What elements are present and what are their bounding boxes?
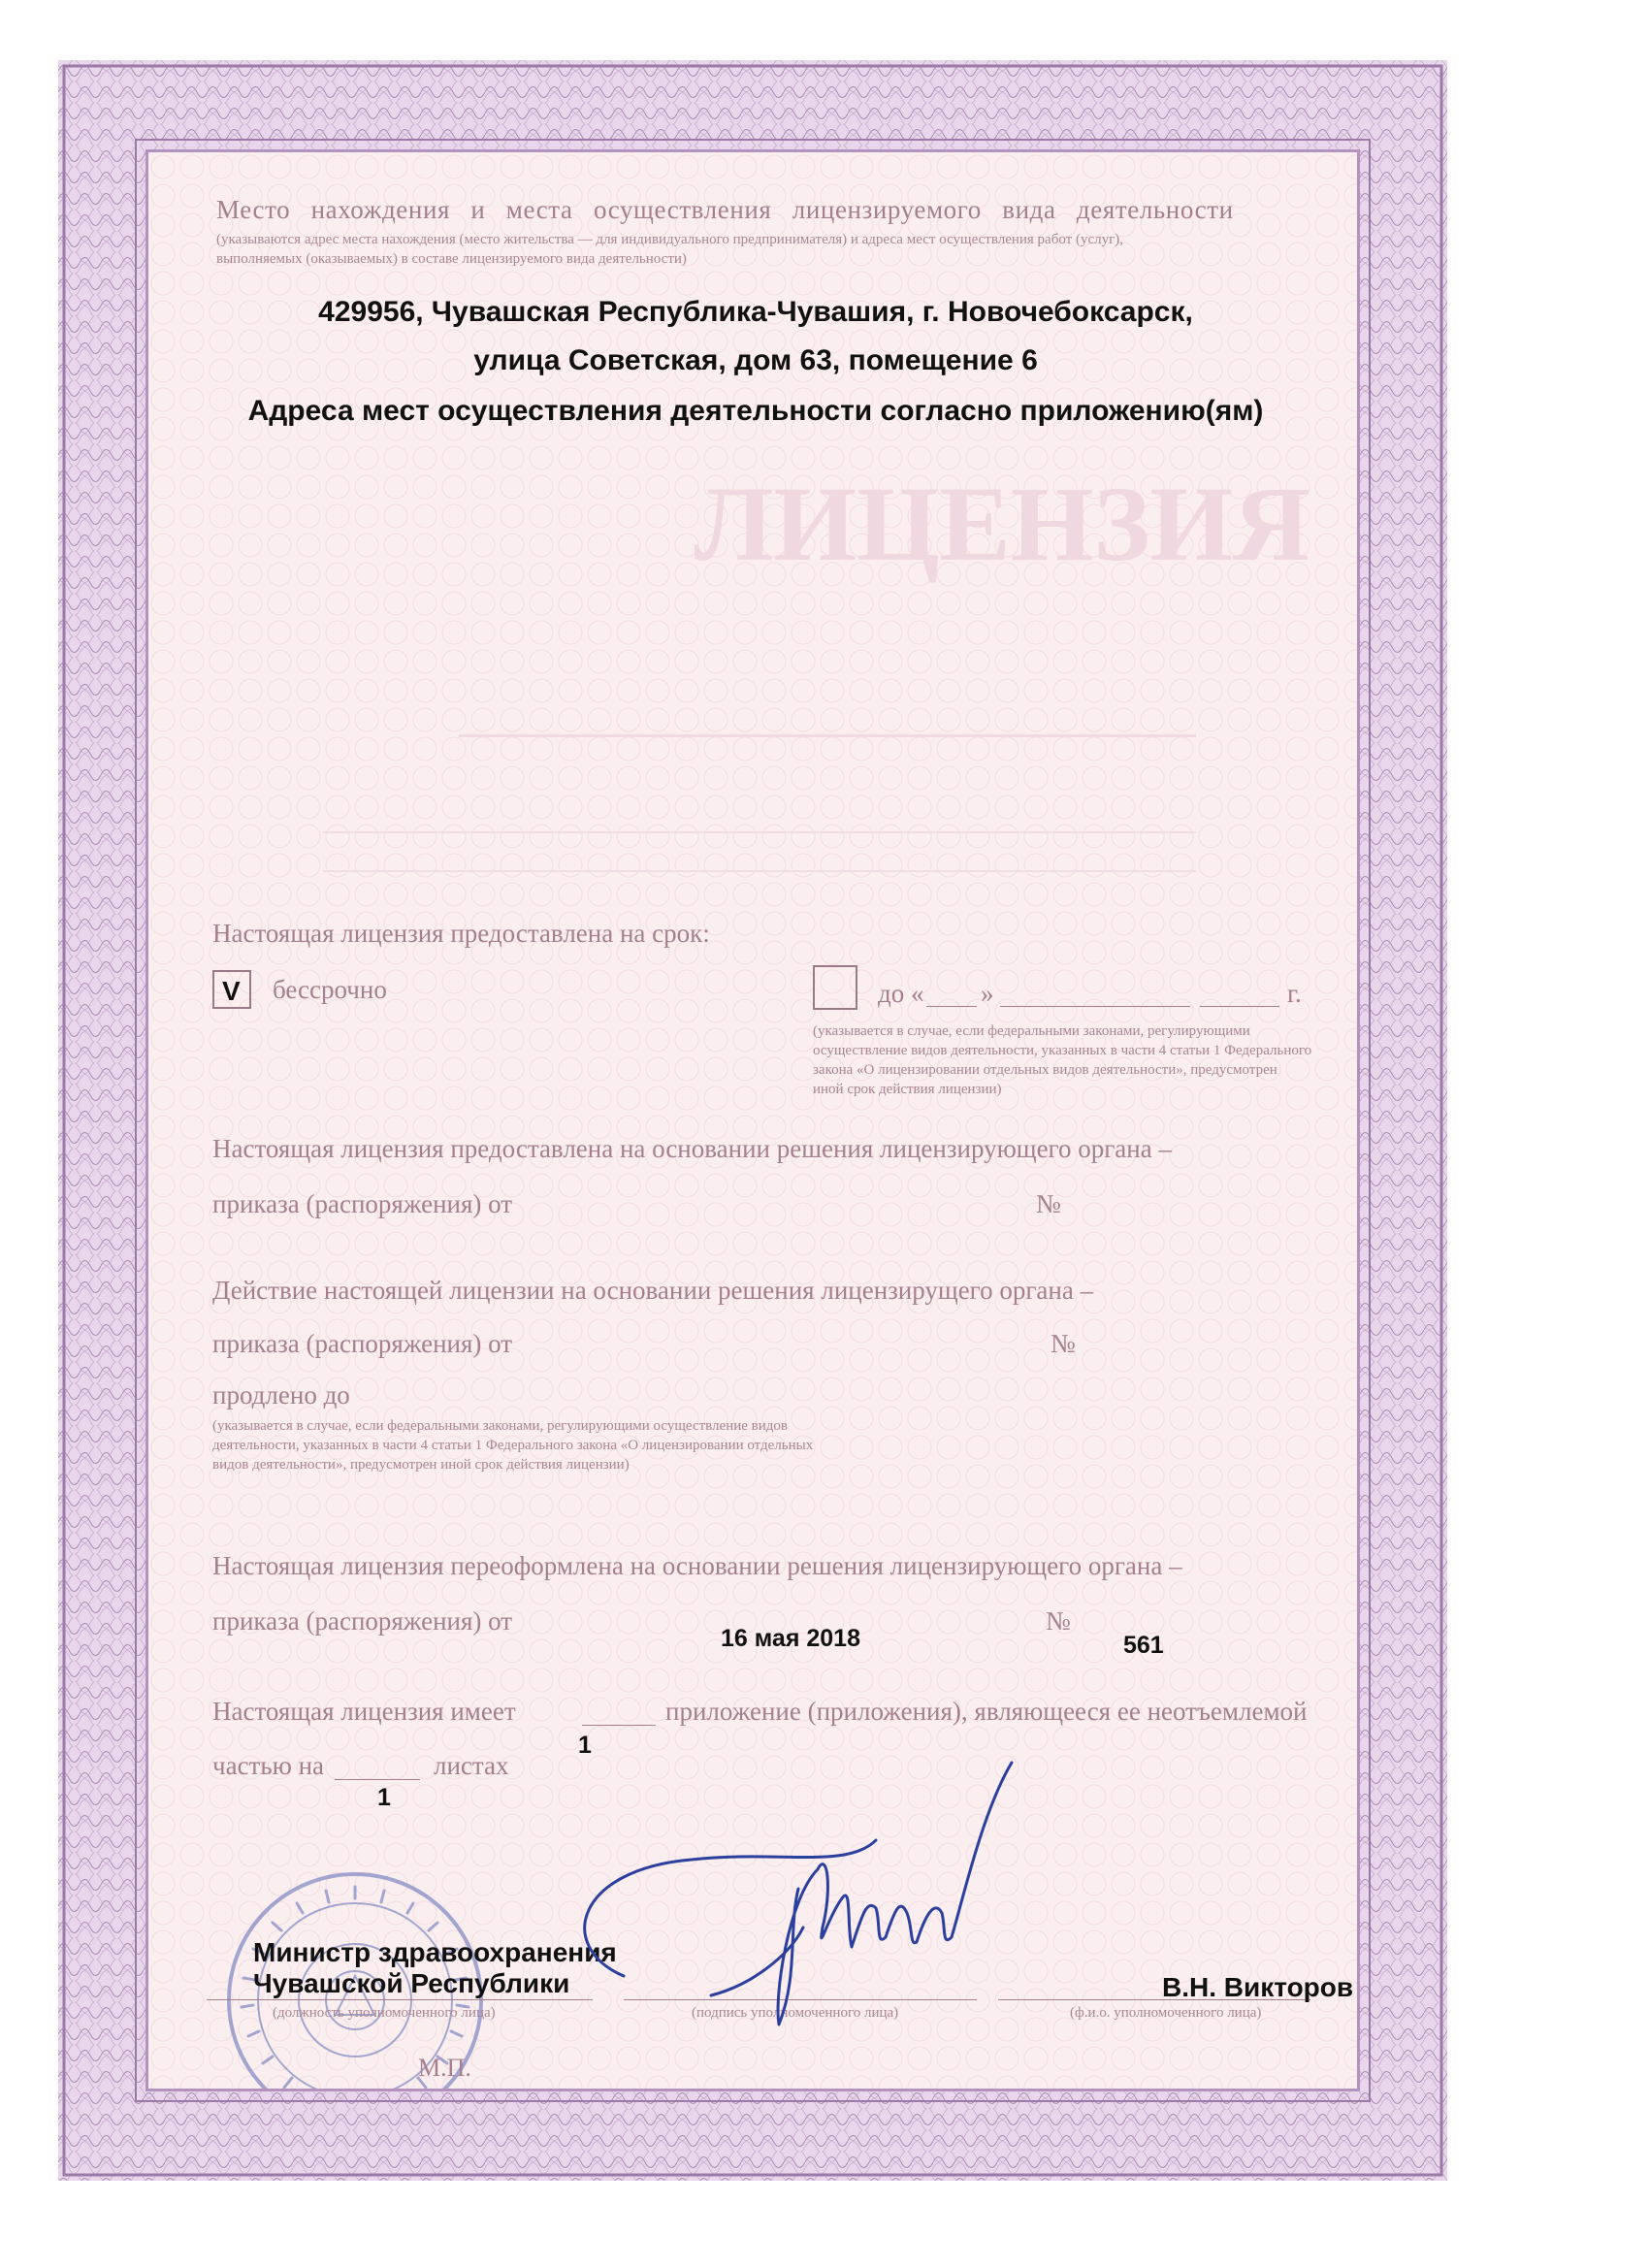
header-title: Место нахождения и места осуществления лицензируемого вида деятельности [216, 195, 1234, 224]
reissue-line1: Настоящая лицензия переоформлена на основании решения лицензирующего органа – [212, 1551, 1182, 1580]
appendices-line1-a: Настоящая лицензия имеет [212, 1697, 516, 1726]
appendices-line1-b: приложение (приложения), являющееся ее неотъемлемой [665, 1697, 1308, 1726]
address-line2: улица Советская, дом 63, помещение 6 [473, 344, 1038, 376]
term-note-line2: осуществление видов деятельности, указанных в части 4 статьи 1 Федерального [813, 1043, 1312, 1058]
extension-line2: приказа (распоряжения) от [212, 1329, 513, 1358]
term-label: Настоящая лицензия предоставлена на срок: [212, 919, 710, 948]
until-day-line [926, 1006, 977, 1007]
address-line1: 429956, Чувашская Республика-Чувашия, г. Новочебоксарск, [318, 296, 1193, 328]
basis-num-sign: № [1036, 1189, 1061, 1218]
svg-text:ЛИЦЕНЗИЯ: ЛИЦЕНЗИЯ [694, 465, 1310, 583]
position-line [207, 1999, 593, 2000]
handwritten-signature [556, 1753, 1099, 2063]
term-note-line4: иной срок действия лицензии) [813, 1082, 1002, 1097]
basis-line1: Настоящая лицензия предоставлена на основании решения лицензирующего органа – [212, 1134, 1172, 1163]
basis-line2: приказа (распоряжения) от [212, 1189, 513, 1218]
signature-caption: (подпись уполномоченного лица) [692, 2005, 899, 2021]
appendices-count-value: 1 [578, 1732, 592, 1759]
until-prefix: до « [878, 979, 924, 1008]
extension-line1: Действие настоящей лицензии на основании решения лицензирущего органа – [212, 1276, 1094, 1305]
term-note-line3: закона «О лицензировании отдельных видов деятельности», предусмотрен [813, 1062, 1277, 1078]
header-note-line1: (указываются адрес места нахождения (место жительства — для индивидуального предпринимателя) и адреса мест осуществления работ (услуг), [216, 232, 1123, 247]
unlimited-check-mark: V [222, 976, 241, 1006]
appendices-line2-a: частью на [212, 1751, 325, 1780]
unlimited-label: бессрочно [273, 975, 387, 1004]
until-month-line [1000, 1006, 1190, 1007]
extension-note-line2: деятельности, указанных в части 4 статьи 1 Федерального закона «О лицензировании отдельных [212, 1438, 814, 1453]
address-line3: Адреса мест осуществления деятельности согласно приложению(ям) [247, 395, 1264, 427]
signatory-name: В.Н. Викторов [1162, 1972, 1354, 2002]
appendices-sheets-value: 1 [377, 1784, 391, 1811]
position-caption: (должность уполномоченного лица) [273, 2005, 496, 2021]
reissue-date-value: 16 мая 2018 [721, 1625, 860, 1652]
seal-label: М.П. [418, 2054, 471, 2082]
until-close: » [981, 979, 994, 1008]
extension-note-line1: (указывается в случае, если федеральными законами, регулирующими осуществление видов [212, 1418, 788, 1434]
position-line1: Министр здравоохранения [253, 1937, 617, 1967]
until-year-line [1200, 1006, 1279, 1007]
name-caption: (ф.и.о. уполномоченного лица) [1070, 2005, 1262, 2021]
extension-num-sign: № [1051, 1329, 1076, 1358]
header-note-line2: выполняемых (оказываемых) в составе лицензируемого вида деятельности) [216, 251, 687, 267]
position-line2: Чувашской Республики [253, 1968, 570, 1998]
content-area [146, 149, 1360, 2091]
term-note-line1: (указывается в случае, если федеральными законами, регулирующими [813, 1023, 1250, 1039]
reissue-line2: приказа (распоряжения) от [212, 1606, 513, 1636]
until-checkbox [813, 965, 857, 1010]
until-year-suffix: г. [1287, 979, 1302, 1008]
extension-line3: продлено до [212, 1380, 350, 1409]
appendices-count-line [582, 1725, 656, 1726]
extension-note-line3: видов деятельности», предусмотрен иной срок действия лицензии) [212, 1457, 630, 1473]
reissue-number-value: 561 [1123, 1632, 1164, 1659]
appendices-sheets-line [335, 1779, 420, 1780]
license-sheet [58, 60, 1447, 2181]
reissue-num-sign: № [1046, 1606, 1071, 1636]
appendices-line2-b: листах [434, 1751, 509, 1780]
